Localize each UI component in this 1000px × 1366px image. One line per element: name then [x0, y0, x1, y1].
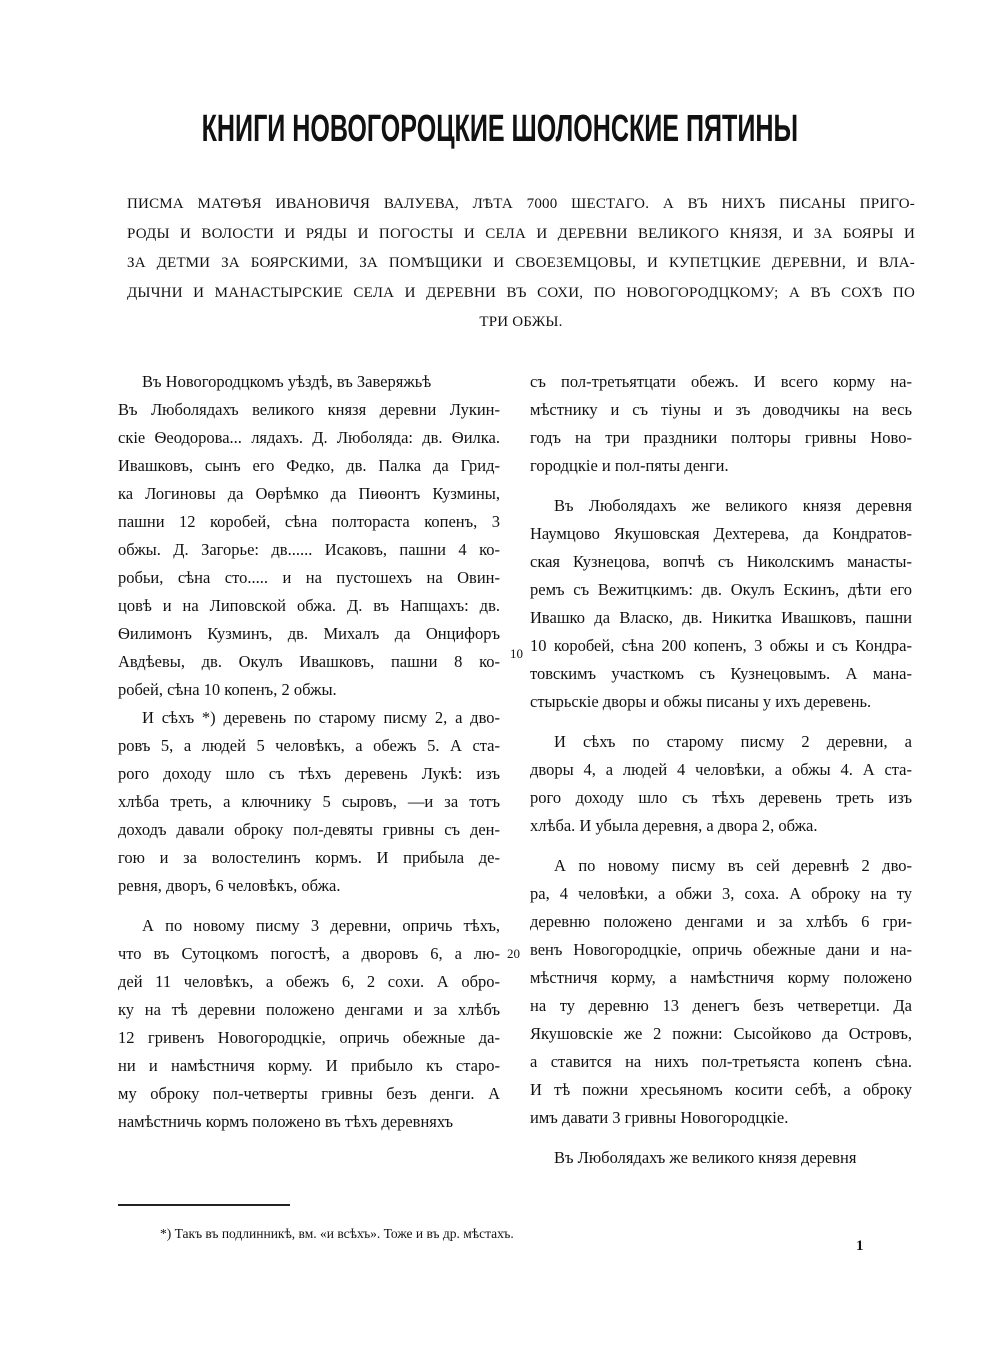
text-line: на ту деревню 13 денегъ безъ четверетци. Да: [530, 996, 912, 1015]
text-line: 12 гривенъ Новогородцкіе, опричь обежные да-: [118, 1028, 500, 1047]
text-line: му оброку пол-четверты гривны безъ денги. А: [118, 1084, 500, 1103]
line-number-10: 10: [510, 646, 523, 661]
intro-line: ТРИ ОБЖЫ.: [479, 314, 563, 330]
text-line: ровъ 5, а людей 5 человѣкъ, а обежъ 5. А ста-: [118, 736, 500, 755]
text-line: обжы. Д. Загорье: дв...... Исаковъ, пашни 4 ко-: [118, 540, 500, 559]
text-line: Въ Новогородцкомъ уѣздѣ, въ Заверяжьѣ: [142, 372, 432, 391]
text-line: Въ Люболядахъ великого князя деревни Лукин-: [118, 400, 500, 419]
text-line: городцкіе и пол-пяты денги.: [530, 456, 729, 475]
text-line: хлѣба. И убыла деревня, а двора 2, обжа.: [530, 816, 818, 835]
text-line: А по новому писму 3 деревни, опричь тѣхъ,: [142, 916, 500, 935]
intro-paragraph: [127, 190, 915, 338]
text-line: стырьскіе дворы и обжы писаны у ихъ деревень.: [530, 692, 872, 711]
text-line: пашни 12 коробей, сѣна полтораста копенъ, 3: [118, 512, 500, 531]
text-line: Въ Люболядахъ же великого князя деревня: [554, 1148, 857, 1167]
text-line: ка Логиновы да Оѳрѣмко да Пиѳонтъ Кузмины,: [118, 484, 500, 503]
text-line: И сѣхъ по старому писму 2 деревни, а: [554, 732, 912, 751]
paragraph: [118, 912, 500, 1136]
text-line: ремъ съ Вежитцкимъ: дв. Окулъ Ескинъ, дѣти его: [530, 580, 912, 599]
text-line: ревня, дворъ, 6 человѣкъ, обжа.: [118, 876, 341, 895]
text-line: ку на тѣ деревни положено денгами и за хлѣбъ: [118, 1000, 500, 1019]
text-line: рого доходу шло съ тѣхъ деревень треть изъ: [530, 788, 912, 807]
text-line: мѣстничя корму, а намѣстничя корму положено: [530, 968, 912, 987]
text-line: ни и намѣстничя корму. И прибыло къ старо-: [118, 1056, 500, 1075]
text-line: мѣстнику и съ тіуны и зъ доводчикы на весь: [530, 400, 912, 419]
paragraph: [118, 704, 500, 900]
text-line: И тѣ пожни хресьяномъ косити себѣ, а оброку: [530, 1080, 912, 1099]
text-line: деревню положено денгами и за хлѣбъ 6 гри-: [530, 912, 912, 931]
text-line: робей, сѣна 10 копенъ, 2 обжы.: [118, 680, 337, 699]
text-line: Ѳилимонъ Кузминъ, дв. Михалъ да Онцифоръ: [118, 624, 500, 643]
text-line: Ивашковъ, сынъ его Федко, дв. Палка да Грид-: [118, 456, 500, 475]
line-number-20: 20: [507, 946, 520, 961]
text-line: хлѣба треть, а ключнику 5 сыровъ, —и за тотъ: [118, 792, 500, 811]
paragraph: [530, 852, 912, 1132]
title-text: КНИГИ НОВОГОРОЦКИЕ ШОЛОНСКИЕ ПЯТИНЫ: [201, 108, 799, 150]
text-line: годъ на три праздники полторы гривны Ново-: [530, 428, 912, 447]
text-line: скіе Ѳеодорова... лядахъ. Д. Люболяда: дв. Ѳилка.: [118, 428, 500, 447]
text-line: ская Кузнецова, вопчѣ съ Николскимъ манасты-: [530, 552, 912, 571]
paragraph: [530, 492, 912, 716]
text-line: робьи, сѣна сто..... и на пустошехъ на Овин-: [118, 568, 500, 587]
paragraph: [118, 368, 500, 704]
text-line: венъ Новогородцкіе, опричь обежные дани и на-: [530, 940, 912, 959]
text-line: рого доходу шло съ тѣхъ деревень Лукѣ: изъ: [118, 764, 500, 783]
paragraph: [530, 728, 912, 840]
paragraph: [530, 1144, 912, 1172]
text-line: Въ Люболядахъ же великого князя деревня: [554, 496, 912, 515]
text-line: Авдѣевы, дв. Окулъ Ивашковъ, пашни 8 ко-: [118, 652, 500, 671]
text-line: цовѣ и на Липовской обжа. Д. въ Напщахъ: дв.: [118, 596, 500, 615]
text-line: имъ давати 3 гривны Новогородцкіе.: [530, 1108, 789, 1127]
left-column: [118, 368, 500, 1136]
paragraph: [530, 368, 912, 480]
footnote: *) Такъ въ подлинникѣ, вм. «и всѣхъ». Тоже и въ др. мѣстахъ.: [160, 1226, 514, 1241]
text-line: ра, 4 человѣки, а обжи 3, соха. А оброку на ту: [530, 884, 912, 903]
right-column: [530, 368, 912, 1172]
text-line: намѣстничь кормъ положено въ тѣхъ деревняхъ: [118, 1112, 454, 1131]
text-line: а ставится на нихъ пол-третьяста копенъ сѣна.: [530, 1052, 912, 1071]
footnote-divider: [118, 1204, 290, 1206]
text-line: 10 коробей, сѣна 200 копенъ, 3 обжы и съ Кондра-: [530, 636, 912, 655]
text-line: И сѣхъ *) деревень по старому писму 2, а дво-: [142, 708, 500, 727]
intro-line: ДЫЧНИ И МАНАСТЫРСКИЕ СЕЛА И ДЕРЕВНИ ВЪ СОХИ, ПО НОВОГОРОДЦКОМУ; А ВЪ СОХѢ ПО: [127, 284, 915, 301]
text-line: дворы 4, а людей 4 человѣки, а обжы 4. А ста-: [530, 760, 912, 779]
text-line: съ пол-третьятцати обежъ. И всего корму на-: [530, 372, 912, 391]
intro-line: ЗА ДЕТМИ ЗА БОЯРСКИМИ, ЗА ПОМѢЩИКИ И СВОЕЗЕМЦОВЫ, И КУПЕТЦКИЕ ДЕРЕВНИ, И ВЛА-: [127, 255, 915, 271]
text-line: доходъ давали оброку пол-девяты гривны съ ден-: [118, 820, 500, 839]
text-line: товскимъ участкомъ съ Кузнецовымъ. А мана-: [530, 664, 912, 683]
text-line: Наумцово Якушовская Дехтерева, да Кондратов-: [530, 524, 912, 543]
page-number: 1: [856, 1238, 864, 1254]
intro-line: ПИСМА МАТѲѢЯ ИВАНОВИЧЯ ВАЛУЕВА, ЛѢТА 7000 ШЕСТАГО. А ВЪ НИХЪ ПИСАНЫ ПРИГО-: [127, 196, 915, 212]
text-line: А по новому писму въ сей деревнѣ 2 дво-: [554, 856, 912, 875]
text-line: Якушовскіе же 2 пожни: Сысойково да Островъ,: [530, 1024, 912, 1043]
text-line: что въ Сутоцкомъ погостѣ, а дворовъ 6, а лю-: [118, 944, 500, 963]
page-title: [0, 108, 1000, 151]
intro-line: РОДЫ И ВОЛОСТИ И РЯДЫ И ПОГОСТЫ И СЕЛА И ДЕРЕВНИ ВЕЛИКОГО КНЯЗЯ, И ЗА БОЯРЫ И: [127, 225, 915, 242]
text-line: гою и за волостелинъ кормъ. И прибыла де-: [118, 848, 500, 867]
text-line: Ивашко да Власко, дв. Никитка Ивашковъ, пашни: [530, 608, 912, 627]
text-line: дей 11 человѣкъ, а обежъ 6, 2 сохи. А обро-: [118, 972, 500, 991]
